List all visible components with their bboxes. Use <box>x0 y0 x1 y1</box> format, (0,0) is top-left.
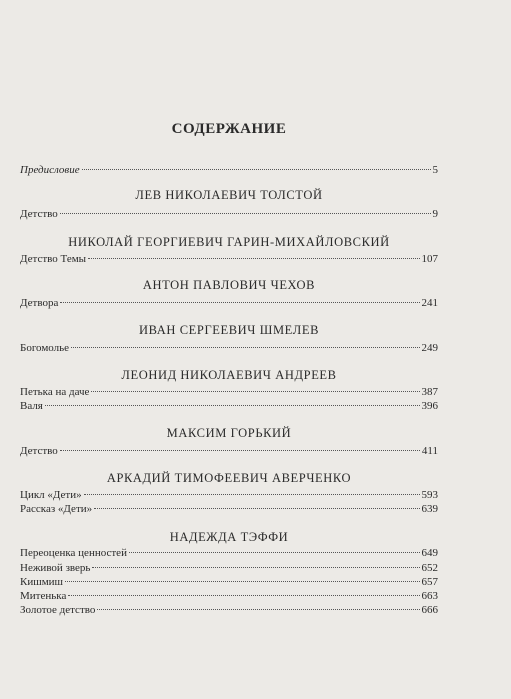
toc-entry <box>20 546 438 561</box>
entry-page: 387 <box>421 386 438 398</box>
entry-title: Цикл «Дети» <box>20 489 82 501</box>
dot-leader <box>82 169 431 170</box>
entry-title: Детвора <box>20 297 59 309</box>
entry-page: 249 <box>421 342 438 354</box>
toc-entry <box>20 561 438 576</box>
entry-title: Детство <box>20 208 58 220</box>
dot-leader <box>88 258 419 259</box>
dot-leader <box>94 508 419 509</box>
dot-leader <box>129 552 420 553</box>
toc-entry <box>20 444 438 459</box>
toc-entry <box>20 589 438 604</box>
entry-page: 649 <box>421 547 438 559</box>
author-heading: НИКОЛАЙ ГЕОРГИЕВИЧ ГАРИН-МИХАЙЛОВСКИЙ <box>68 235 390 249</box>
author-heading: АНТОН ПАВЛОВИЧ ЧЕХОВ <box>142 278 316 292</box>
entry-title: Детство <box>20 445 58 457</box>
toc-entry <box>20 385 438 400</box>
dot-leader <box>65 581 419 582</box>
entry-title: Неживой зверь <box>20 562 91 574</box>
dot-leader <box>45 405 420 406</box>
entry-page: 666 <box>421 604 438 616</box>
entry-title: Золотое детство <box>20 604 96 616</box>
toc-page <box>20 0 438 699</box>
entry-title: Митенька <box>20 590 67 602</box>
entry-title: Богомолье <box>20 342 70 354</box>
dot-leader <box>91 391 419 392</box>
entry-title: Кишмиш <box>20 576 64 588</box>
author-heading: МАКСИМ ГОРЬКИЙ <box>166 426 292 440</box>
dot-leader <box>97 609 419 610</box>
dot-leader <box>68 595 419 596</box>
entry-page: 663 <box>421 590 438 602</box>
dot-leader <box>92 567 419 568</box>
entry-title: Петька на даче <box>20 386 90 398</box>
author-heading: ЛЕОНИД НИКОЛАЕВИЧ АНДРЕЕВ <box>121 368 337 382</box>
dot-leader <box>60 450 420 451</box>
toc-entry <box>20 296 438 311</box>
toc-entry <box>20 603 438 618</box>
dot-leader <box>60 213 431 214</box>
author-heading: АРКАДИЙ ТИМОФЕЕВИЧ АВЕРЧЕНКО <box>106 471 352 485</box>
entry-title: Переоценка ценностей <box>20 547 127 559</box>
dot-leader <box>60 302 419 303</box>
toc-entry <box>20 252 438 267</box>
entry-page: 107 <box>421 253 438 265</box>
entry-title: Рассказ «Дети» <box>20 503 93 515</box>
toc-entry <box>20 207 438 222</box>
toc-entry <box>20 399 438 414</box>
author-heading: ИВАН СЕРГЕЕВИЧ ШМЕЛЕВ <box>138 323 320 337</box>
entry-page: 593 <box>421 489 438 501</box>
toc-entry <box>20 488 438 503</box>
entry-title: Предисловие <box>20 164 80 176</box>
entry-title: Детство Темы <box>20 253 87 265</box>
entry-page: 9 <box>432 208 438 220</box>
entry-title: Валя <box>20 400 43 412</box>
author-heading: НАДЕЖДА ТЭФФИ <box>169 530 289 544</box>
entry-page: 241 <box>421 297 438 309</box>
entry-page: 411 <box>421 445 438 457</box>
author-heading: ЛЕВ НИКОЛАЕВИЧ ТОЛСТОЙ <box>135 188 323 202</box>
entry-page: 5 <box>432 164 438 176</box>
entry-page: 652 <box>421 562 438 574</box>
entry-page: 396 <box>421 400 438 412</box>
dot-leader <box>84 494 420 495</box>
entry-page: 657 <box>421 576 438 588</box>
toc-entry <box>20 575 438 590</box>
toc-entry-preface <box>20 163 438 178</box>
toc-entry <box>20 502 438 517</box>
dot-leader <box>71 347 419 348</box>
entry-page: 639 <box>421 503 438 515</box>
toc-title: СОДЕРЖАНИЕ <box>171 121 287 137</box>
toc-entry <box>20 341 438 356</box>
